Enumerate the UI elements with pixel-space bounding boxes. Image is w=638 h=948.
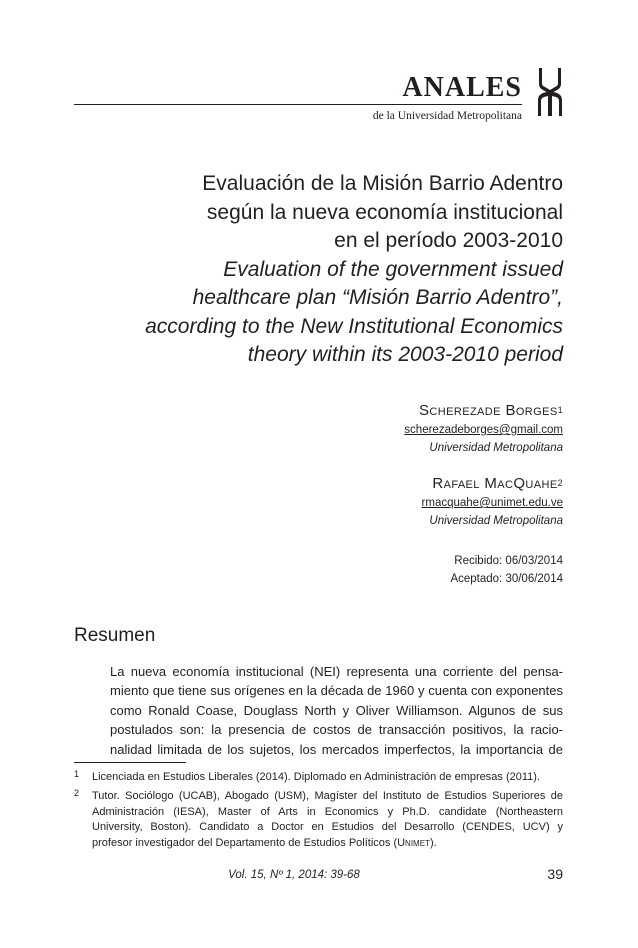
institution-abbrev: Unimet: [397, 836, 430, 849]
footnote-marker[interactable]: 2: [557, 478, 563, 488]
title-es-line: Evaluación de la Misión Barrio Adentro: [202, 172, 563, 195]
footnote-line: Licenciada en Estudios Liberales (2014). Diplomado en Administración de empresas (2011).: [92, 771, 540, 783]
header-rule: [74, 104, 522, 105]
footnote-marker[interactable]: 1: [557, 405, 563, 415]
title-es-line: en el período 2003-2010: [334, 229, 563, 252]
journal-subtitle: de la Universidad Metropolitana: [372, 110, 522, 122]
title-en-line: theory within its 2003-2010 period: [247, 343, 563, 366]
university-logo-icon: [535, 64, 565, 120]
abstract-heading: Resumen: [74, 625, 156, 646]
title-en-line: according to the New Institutional Economics: [145, 314, 563, 338]
footnote-line: profesor investigador del Departamento de Estudios Políticos (Unimet).: [92, 836, 437, 849]
abstract-line: La nueva economía institucional (NEI) representa una corriente del pensa-: [110, 664, 563, 679]
author-affiliation: Universidad Metropolitana: [429, 515, 563, 527]
article-title: [80, 170, 563, 370]
author-name: Scherezade Borges$^1$: [419, 402, 563, 419]
title-en-line: Evaluation of the government issued: [223, 257, 563, 281]
footnote-text: [92, 770, 563, 786]
title-spanish: [80, 170, 563, 256]
footnote-line: Administración (IESA), Master of Arts in Economics y Ph.D. candidate (Northeastern: [92, 805, 563, 818]
author-affiliation: Universidad Metropolitana: [429, 442, 563, 454]
footnote-rule: [74, 762, 186, 763]
abstract-line: postulados son: la presencia de costos de transacción positivos, la racio-: [110, 722, 563, 738]
author-email-link[interactable]: scherezadeborges@gmail.com: [404, 424, 563, 436]
title-english: [80, 256, 563, 370]
footnote-text: [92, 789, 563, 851]
page-number: 39: [547, 866, 563, 882]
journal-citation: Vol. 15, Nº 1, 2014: 39-68: [228, 869, 360, 881]
author-email-link[interactable]: rmacquahe@unimet.edu.ve: [421, 497, 563, 509]
abstract-line: nalidad limitada de los sujetos, los mercados imperfectos, la importancia de: [110, 741, 563, 757]
footnote-number: 1: [74, 769, 80, 779]
journal-title: ANALES: [402, 72, 522, 103]
footnote-number: 2: [74, 788, 80, 798]
footnote-line: Tutor. Sociólogo (UCAB), Abogado (USM), Magíster del Instituto de Estudios Superiores de: [92, 790, 563, 802]
footnote: [74, 789, 563, 851]
author-name: Rafael MacQuahe$^2$: [432, 475, 563, 492]
abstract-line: miento que tiene sus orígenes en la década de 1960 y cuenta con exponentes: [110, 683, 563, 699]
title-en-line: healthcare plan “Misión Barrio Adentro”,: [192, 286, 563, 309]
title-es-line: según la nueva economía institucional: [206, 200, 563, 224]
footnote-line: University, Boston). Candidato a Doctor en Estudios del Desarrollo (CENDES, UCV) y: [92, 821, 563, 833]
accepted-date: Aceptado: 30/06/2014: [450, 573, 563, 585]
submission-dates: [300, 552, 563, 588]
abstract-body: [110, 662, 563, 759]
footnote: [74, 770, 563, 786]
abstract-line: como Ronald Coase, Douglass North y Oliver Williamson. Algunos de sus: [110, 702, 563, 718]
author-block: [300, 401, 563, 530]
received-date: Recibido: 06/03/2014: [454, 555, 563, 567]
